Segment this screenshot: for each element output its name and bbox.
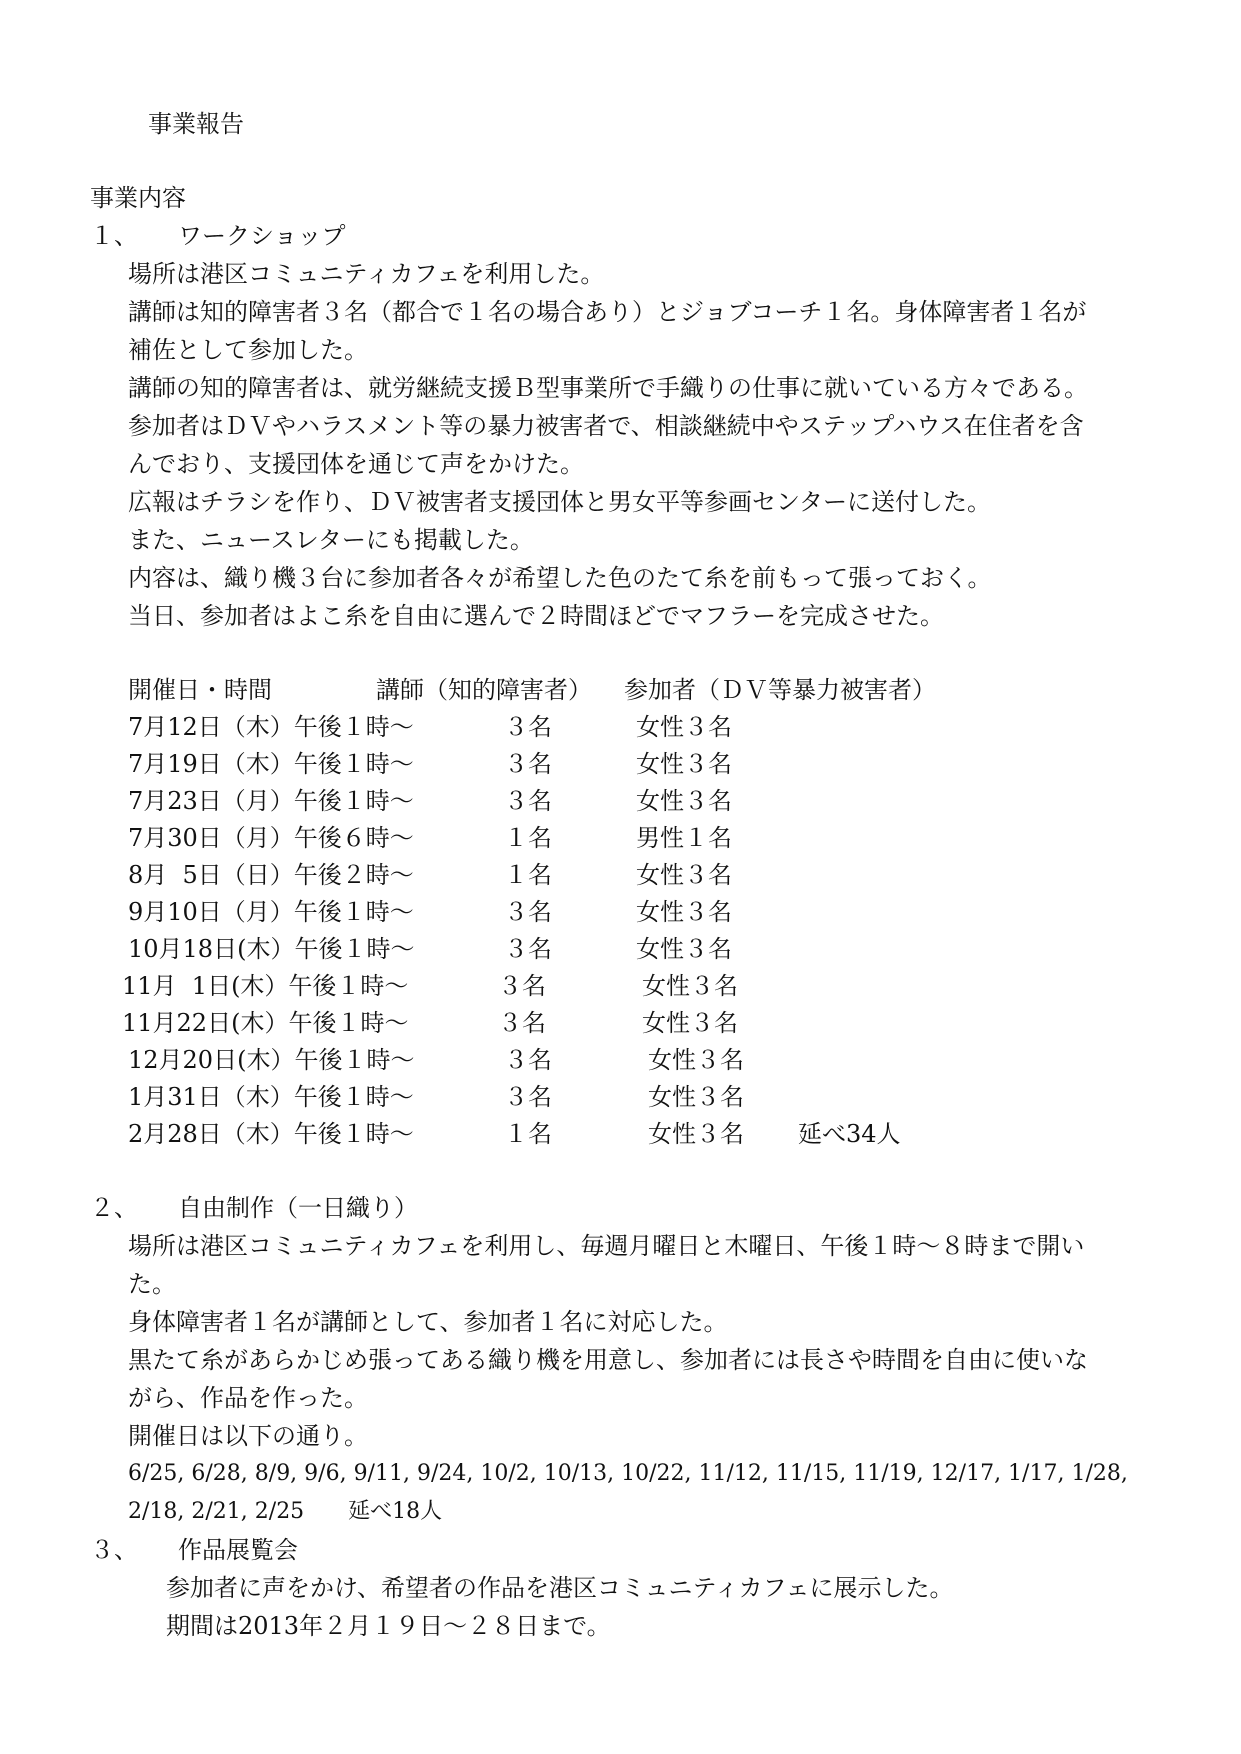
- row-date: 7月19日（木）午後１時～: [128, 750, 414, 778]
- row-instructors: ３名: [504, 1046, 552, 1074]
- section2-line: 身体障害者１名が講師として、参加者１名に対応した。: [128, 1308, 728, 1336]
- section2-line: 黒たて糸があらかじめ張ってある織り機を用意し、参加者には長さや時間を自由に使いな: [128, 1346, 1088, 1374]
- row-participants: 女性３名: [636, 861, 732, 889]
- section2-dates-line: 6/25, 6/28, 8/9, 9/6, 9/11, 9/24, 10/2, 10/13, 10/22, 11/12, 11/15, 11/19, 12/17, 1/17, 1/28,: [128, 1461, 1128, 1486]
- table-header-instructors: 講師（知的障害者）: [376, 676, 592, 704]
- section3-number: ３、: [90, 1536, 138, 1564]
- row-instructors: ３名: [504, 713, 552, 741]
- section2-line: 開催日は以下の通り。: [128, 1422, 368, 1450]
- section1-line: 広報はチラシを作り、ＤＶ被害者支援団体と男女平等参画センターに送付した。: [128, 488, 992, 516]
- document-title: 事業報告: [148, 110, 244, 138]
- row-participants: 女性３名: [648, 1120, 744, 1148]
- row-participants: 女性３名: [636, 935, 732, 963]
- row-instructors: ３名: [504, 750, 552, 778]
- row-date: 7月12日（木）午後１時～: [128, 713, 414, 741]
- row-participants: 女性３名: [636, 713, 732, 741]
- row-participants: 女性３名: [642, 972, 738, 1000]
- row-date: 8月 5日（日）午後２時～: [128, 861, 414, 889]
- row-date: 7月30日（月）午後６時～: [128, 824, 414, 852]
- row-date: 7月23日（月）午後１時～: [128, 787, 414, 815]
- section1-line: 講師は知的障害者３名（都合で１名の場合あり）とジョブコーチ１名。身体障害者１名が: [128, 298, 1087, 326]
- section1-line: 参加者はＤＶやハラスメント等の暴力被害者で、相談継続中やステップハウス在住者を含: [128, 412, 1084, 440]
- row-date: 1月31日（木）午後１時～: [128, 1083, 414, 1111]
- section3-line: 期間は2013年２月１９日～２８日まで。: [166, 1612, 611, 1640]
- row-instructors: ３名: [498, 972, 546, 1000]
- row-instructors: １名: [504, 1120, 552, 1148]
- row-date: 2月28日（木）午後１時～: [128, 1120, 414, 1148]
- total-note: 延べ34人: [798, 1120, 901, 1148]
- section1-line: んでおり、支援団体を通じて声をかけた。: [128, 450, 584, 478]
- row-date: 12月20日(木）午後１時～: [128, 1046, 415, 1074]
- row-instructors: ３名: [504, 935, 552, 963]
- section-heading: 事業内容: [90, 184, 186, 212]
- section1-line: 内容は、織り機３台に参加者各々が希望した色のたて糸を前もって張っておく。: [128, 564, 992, 592]
- section2-line: 場所は港区コミュニティカフェを利用し、毎週月曜日と木曜日、午後１時～８時まで開い: [128, 1232, 1085, 1260]
- section1-line: 講師の知的障害者は、就労継続支援Ｂ型事業所で手織りの仕事に就いている方々である。: [128, 374, 1088, 402]
- row-participants: 女性３名: [648, 1083, 744, 1111]
- section1-line: また、ニュースレターにも掲載した。: [128, 526, 534, 554]
- section3-line: 参加者に声をかけ、希望者の作品を港区コミュニティカフェに展示した。: [166, 1574, 954, 1602]
- row-instructors: １名: [504, 824, 552, 852]
- row-participants: 男性１名: [636, 824, 732, 852]
- row-instructors: １名: [504, 861, 552, 889]
- section1-line: 当日、参加者はよこ糸を自由に選んで２時間ほどでマフラーを完成させた。: [128, 602, 944, 630]
- row-instructors: ３名: [504, 787, 552, 815]
- table-header-date: 開催日・時間: [128, 676, 272, 704]
- row-participants: 女性３名: [636, 750, 732, 778]
- section2-line: た。: [128, 1270, 176, 1298]
- row-date: 11月 1日(木）午後１時～: [122, 972, 409, 1000]
- section1-line: 補佐として参加した。: [128, 336, 368, 364]
- section2-dates-line: 2/18, 2/21, 2/25 延べ18人: [128, 1499, 443, 1524]
- row-participants: 女性３名: [636, 898, 732, 926]
- row-date: 9月10日（月）午後１時～: [128, 898, 414, 926]
- row-instructors: ３名: [504, 1083, 552, 1111]
- section1-title: ワークショップ: [178, 222, 346, 250]
- row-instructors: ３名: [498, 1009, 546, 1037]
- section2-line: がら、作品を作った。: [128, 1384, 368, 1412]
- row-date: 10月18日(木）午後１時～: [128, 935, 415, 963]
- section2-title: 自由制作（一日織り）: [178, 1194, 418, 1222]
- row-date: 11月22日(木）午後１時～: [122, 1009, 409, 1037]
- section3-title: 作品展覧会: [178, 1536, 298, 1564]
- section2-number: ２、: [90, 1194, 138, 1222]
- table-header-participants: 参加者（ＤＶ等暴力被害者）: [624, 676, 936, 704]
- row-participants: 女性３名: [642, 1009, 738, 1037]
- row-participants: 女性３名: [648, 1046, 744, 1074]
- row-instructors: ３名: [504, 898, 552, 926]
- section1-number: １、: [90, 222, 138, 250]
- section1-line: 場所は港区コミュニティカフェを利用した。: [128, 260, 605, 288]
- row-participants: 女性３名: [636, 787, 732, 815]
